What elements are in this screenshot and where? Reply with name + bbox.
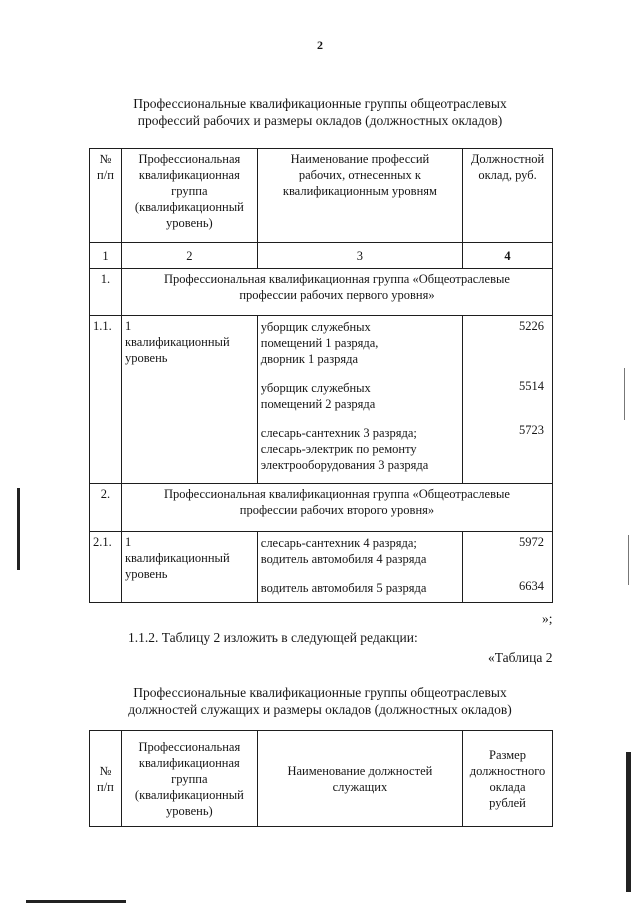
level-name-line: 1: [124, 535, 132, 549]
profession-entry: [261, 318, 459, 379]
header-salary-cell: [463, 731, 553, 827]
table-header-row: [90, 149, 553, 243]
header-line: Размер: [489, 747, 526, 762]
header-line: оклад, руб.: [478, 168, 537, 182]
profession-line: электрооборудования 3 разряда: [260, 458, 429, 472]
profession-line: слесарь-сантехник 4 разряда;: [260, 536, 417, 550]
table-header-row: [90, 731, 553, 827]
qualification-level-row: [90, 316, 553, 484]
group-number-cell: 1.: [90, 269, 122, 316]
profession-entry: [261, 534, 459, 579]
profession-line: помещений 1 разряда,: [260, 336, 379, 350]
header-number-cell: [90, 149, 122, 243]
level-name-line: 1: [124, 319, 132, 333]
group-name-line: Профессиональная квалификационная группа «Общеотраслевые: [163, 272, 510, 286]
header-line: Наименование профессий: [290, 152, 430, 166]
profession-entry: [261, 579, 459, 596]
header-group-cell: [121, 731, 257, 827]
group-number-cell: 2.: [90, 484, 122, 532]
header-number-cell: [90, 731, 122, 827]
scan-mark: [17, 488, 20, 570]
level-number-cell: 1.1.: [90, 316, 122, 484]
header-line: уровень): [166, 803, 213, 818]
table1-title-line: профессий рабочих и размеры окладов (должностных окладов): [137, 113, 503, 128]
header-line: п/п: [97, 168, 114, 182]
profession-line: уборщик служебных: [260, 381, 371, 395]
table2-label: «Таблица 2: [488, 650, 553, 665]
page-number: 2: [317, 38, 323, 52]
profession-entry: [261, 424, 459, 473]
scan-mark: [626, 752, 631, 892]
header-line: квалификационная: [138, 755, 240, 770]
salary-cell: [463, 532, 553, 603]
qualification-level-row: [90, 532, 553, 603]
header-line: Должностной: [470, 152, 545, 166]
profession-entry: [261, 379, 459, 424]
header-line: Профессиональная: [138, 152, 241, 166]
amendment-instruction: 1.1.2. Таблицу 2 изложить в следующей редакции:: [128, 630, 418, 645]
profession-cell: [257, 532, 462, 603]
profession-line: водитель автомобиля 4 разряда: [260, 552, 427, 566]
group-row: [90, 269, 553, 316]
header-line: Наименование должностей: [287, 763, 433, 778]
group-name-cell: [121, 484, 552, 532]
header-group-cell: [121, 149, 257, 243]
header-line: №: [99, 763, 112, 778]
profession-line: слесарь-электрик по ремонту: [260, 442, 417, 456]
header-line: квалификационная: [138, 168, 240, 182]
header-line: оклада: [489, 779, 526, 794]
column-number-cell: 1: [90, 243, 122, 269]
group-name-line: профессии рабочих первого уровня»: [239, 288, 435, 302]
level-number-cell: 2.1.: [90, 532, 122, 603]
group-row: [90, 484, 553, 532]
profession-line: слесарь-сантехник 3 разряда;: [260, 426, 417, 440]
salary-value: 5972: [519, 535, 544, 549]
scan-mark: [624, 368, 625, 420]
column-number-cell: 4: [463, 243, 553, 269]
table1-title-line: Профессиональные квалификационные группы общеотраслевых: [133, 96, 507, 111]
level-name-line: уровень: [124, 351, 168, 365]
profession-line: дворник 1 разряда: [260, 352, 359, 366]
header-line: должностного: [469, 763, 546, 778]
header-line: квалификационным уровням: [282, 184, 437, 198]
salary-value: 5514: [519, 379, 544, 393]
profession-cell: [257, 316, 462, 484]
workers-salary-table: [89, 148, 553, 603]
level-name-line: квалификационный: [124, 551, 230, 565]
header-line: (квалификационный: [134, 200, 244, 214]
header-position-cell: [257, 731, 462, 827]
header-line: группа: [171, 771, 208, 786]
employees-salary-table: [89, 730, 553, 827]
salary-value: 5723: [519, 423, 544, 437]
profession-line: помещений 2 разряда: [260, 397, 376, 411]
group-name-line: профессии рабочих второго уровня»: [239, 503, 435, 517]
table2-title-line: должностей служащих и размеры окладов (должностных окладов): [128, 702, 512, 717]
scan-mark: [26, 900, 126, 903]
level-name-cell: [121, 532, 257, 603]
header-line: рабочих, отнесенных к: [298, 168, 421, 182]
group-name-line: Профессиональная квалификационная группа «Общеотраслевые: [163, 487, 510, 501]
profession-line: водитель автомобиля 5 разряда: [260, 581, 427, 595]
level-name-line: уровень: [124, 567, 168, 581]
table1-title: [0, 95, 640, 129]
header-line: №: [99, 152, 112, 166]
header-line: группа: [171, 184, 208, 198]
profession-line: уборщик служебных: [260, 320, 371, 334]
header-line: Профессиональная: [138, 739, 241, 754]
closing-quote-mark: »;: [542, 611, 553, 626]
column-number-cell: 3: [257, 243, 462, 269]
header-salary-cell: [463, 149, 553, 243]
header-line: рублей: [489, 795, 526, 810]
header-line: (квалификационный: [134, 787, 244, 802]
salary-cell: [463, 316, 553, 484]
column-number-cell: 2: [121, 243, 257, 269]
level-name-line: квалификационный: [124, 335, 230, 349]
salary-value: 5226: [519, 319, 544, 333]
scan-mark: [628, 535, 629, 585]
column-number-row: [90, 243, 553, 269]
salary-value: 6634: [519, 579, 544, 593]
group-name-cell: [121, 269, 552, 316]
table2-title: [0, 684, 640, 718]
table2-title-line: Профессиональные квалификационные группы общеотраслевых: [133, 685, 507, 700]
header-line: п/п: [97, 779, 114, 794]
header-line: уровень): [166, 216, 213, 230]
header-line: служащих: [332, 779, 388, 794]
header-profession-cell: [257, 149, 462, 243]
level-name-cell: [121, 316, 257, 484]
